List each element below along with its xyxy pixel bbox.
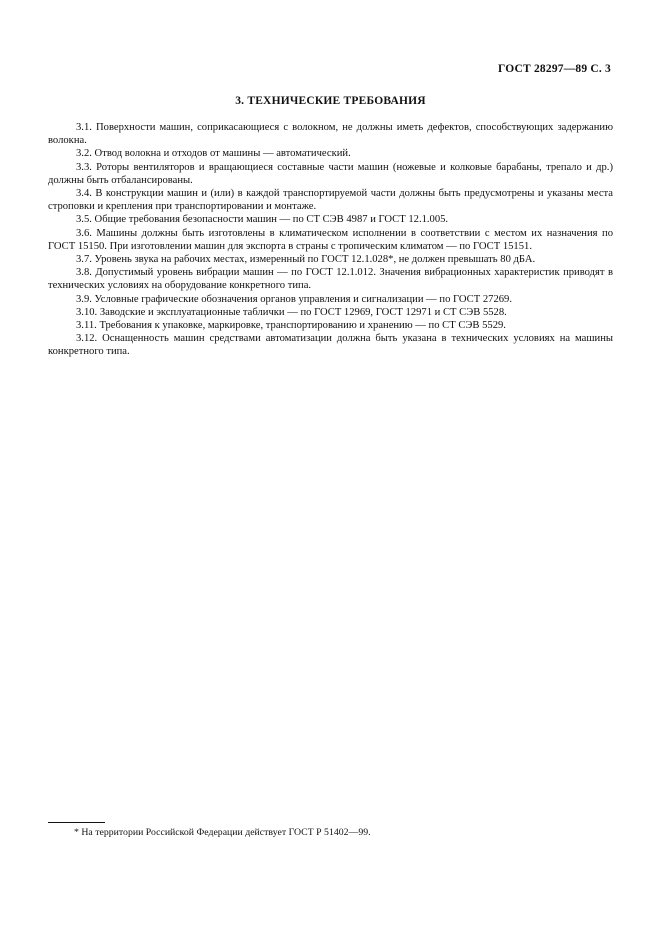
paragraph-3-8: 3.8. Допустимый уровень вибрации машин — по ГОСТ 12.1.012. Значения вибрационных характеристик приводят в технических условиях на оборудование конкретного типа.: [48, 267, 613, 292]
section-body: [48, 121, 613, 359]
paragraph-3-2: 3.2. Отвод волокна и отходов от машины — автоматический.: [76, 148, 351, 160]
paragraph-3-12: 3.12. Оснащенность машин средствами автоматизации должна быть указана в технических условиях на машины конкретного типа.: [48, 333, 613, 358]
paragraph-3-3: 3.3. Роторы вентиляторов и вращающиеся составные части машин (ножевые и колковые барабаны, трепало и др.) должны быть отбалансированы.: [48, 161, 613, 186]
footnote-divider: [48, 822, 105, 823]
section-title: 3. ТЕХНИЧЕСКИЕ ТРЕБОВАНИЯ: [235, 95, 426, 107]
paragraph-3-6: 3.6. Машины должны быть изготовлены в климатическом исполнении в соответствии с местом их назначения по ГОСТ 15150. При изготовлении машин для экспорта в страны с тропическим климатом — по ГОСТ 15151.: [48, 227, 613, 252]
paragraph-3-9: 3.9. Условные графические обозначения органов управления и сигнализации — по ГОСТ 27269.: [76, 293, 512, 305]
paragraph-3-4: 3.4. В конструкции машин и (или) в каждой транспортируемой части должны быть предусмотрены и указаны места строповки и крепления при транспортировании и монтаже.: [48, 188, 613, 213]
paragraph-3-11: 3.11. Требования к упаковке, маркировке, транспортированию и хранению — по СТ СЭВ 5529.: [76, 320, 506, 332]
paragraph-3-1: 3.1. Поверхности машин, соприкасающиеся с волокном, не должны иметь дефектов, способствующих задержанию волокна.: [48, 122, 613, 147]
paragraph-3-7: 3.7. Уровень звука на рабочих местах, измеренный по ГОСТ 12.1.028*, не должен превышать 80 дБА.: [76, 254, 536, 266]
paragraph-3-10: 3.10. Заводские и эксплуатационные таблички — по ГОСТ 12969, ГОСТ 12971 и СТ СЭВ 5528.: [76, 306, 507, 318]
footnote: * На территории Российской Федерации действует ГОСТ Р 51402—99.: [74, 827, 371, 838]
running-head: ГОСТ 28297—89 С. 3: [498, 63, 611, 75]
paragraph-3-5: 3.5. Общие требования безопасности машин — по СТ СЭВ 4987 и ГОСТ 12.1.005.: [76, 214, 449, 226]
